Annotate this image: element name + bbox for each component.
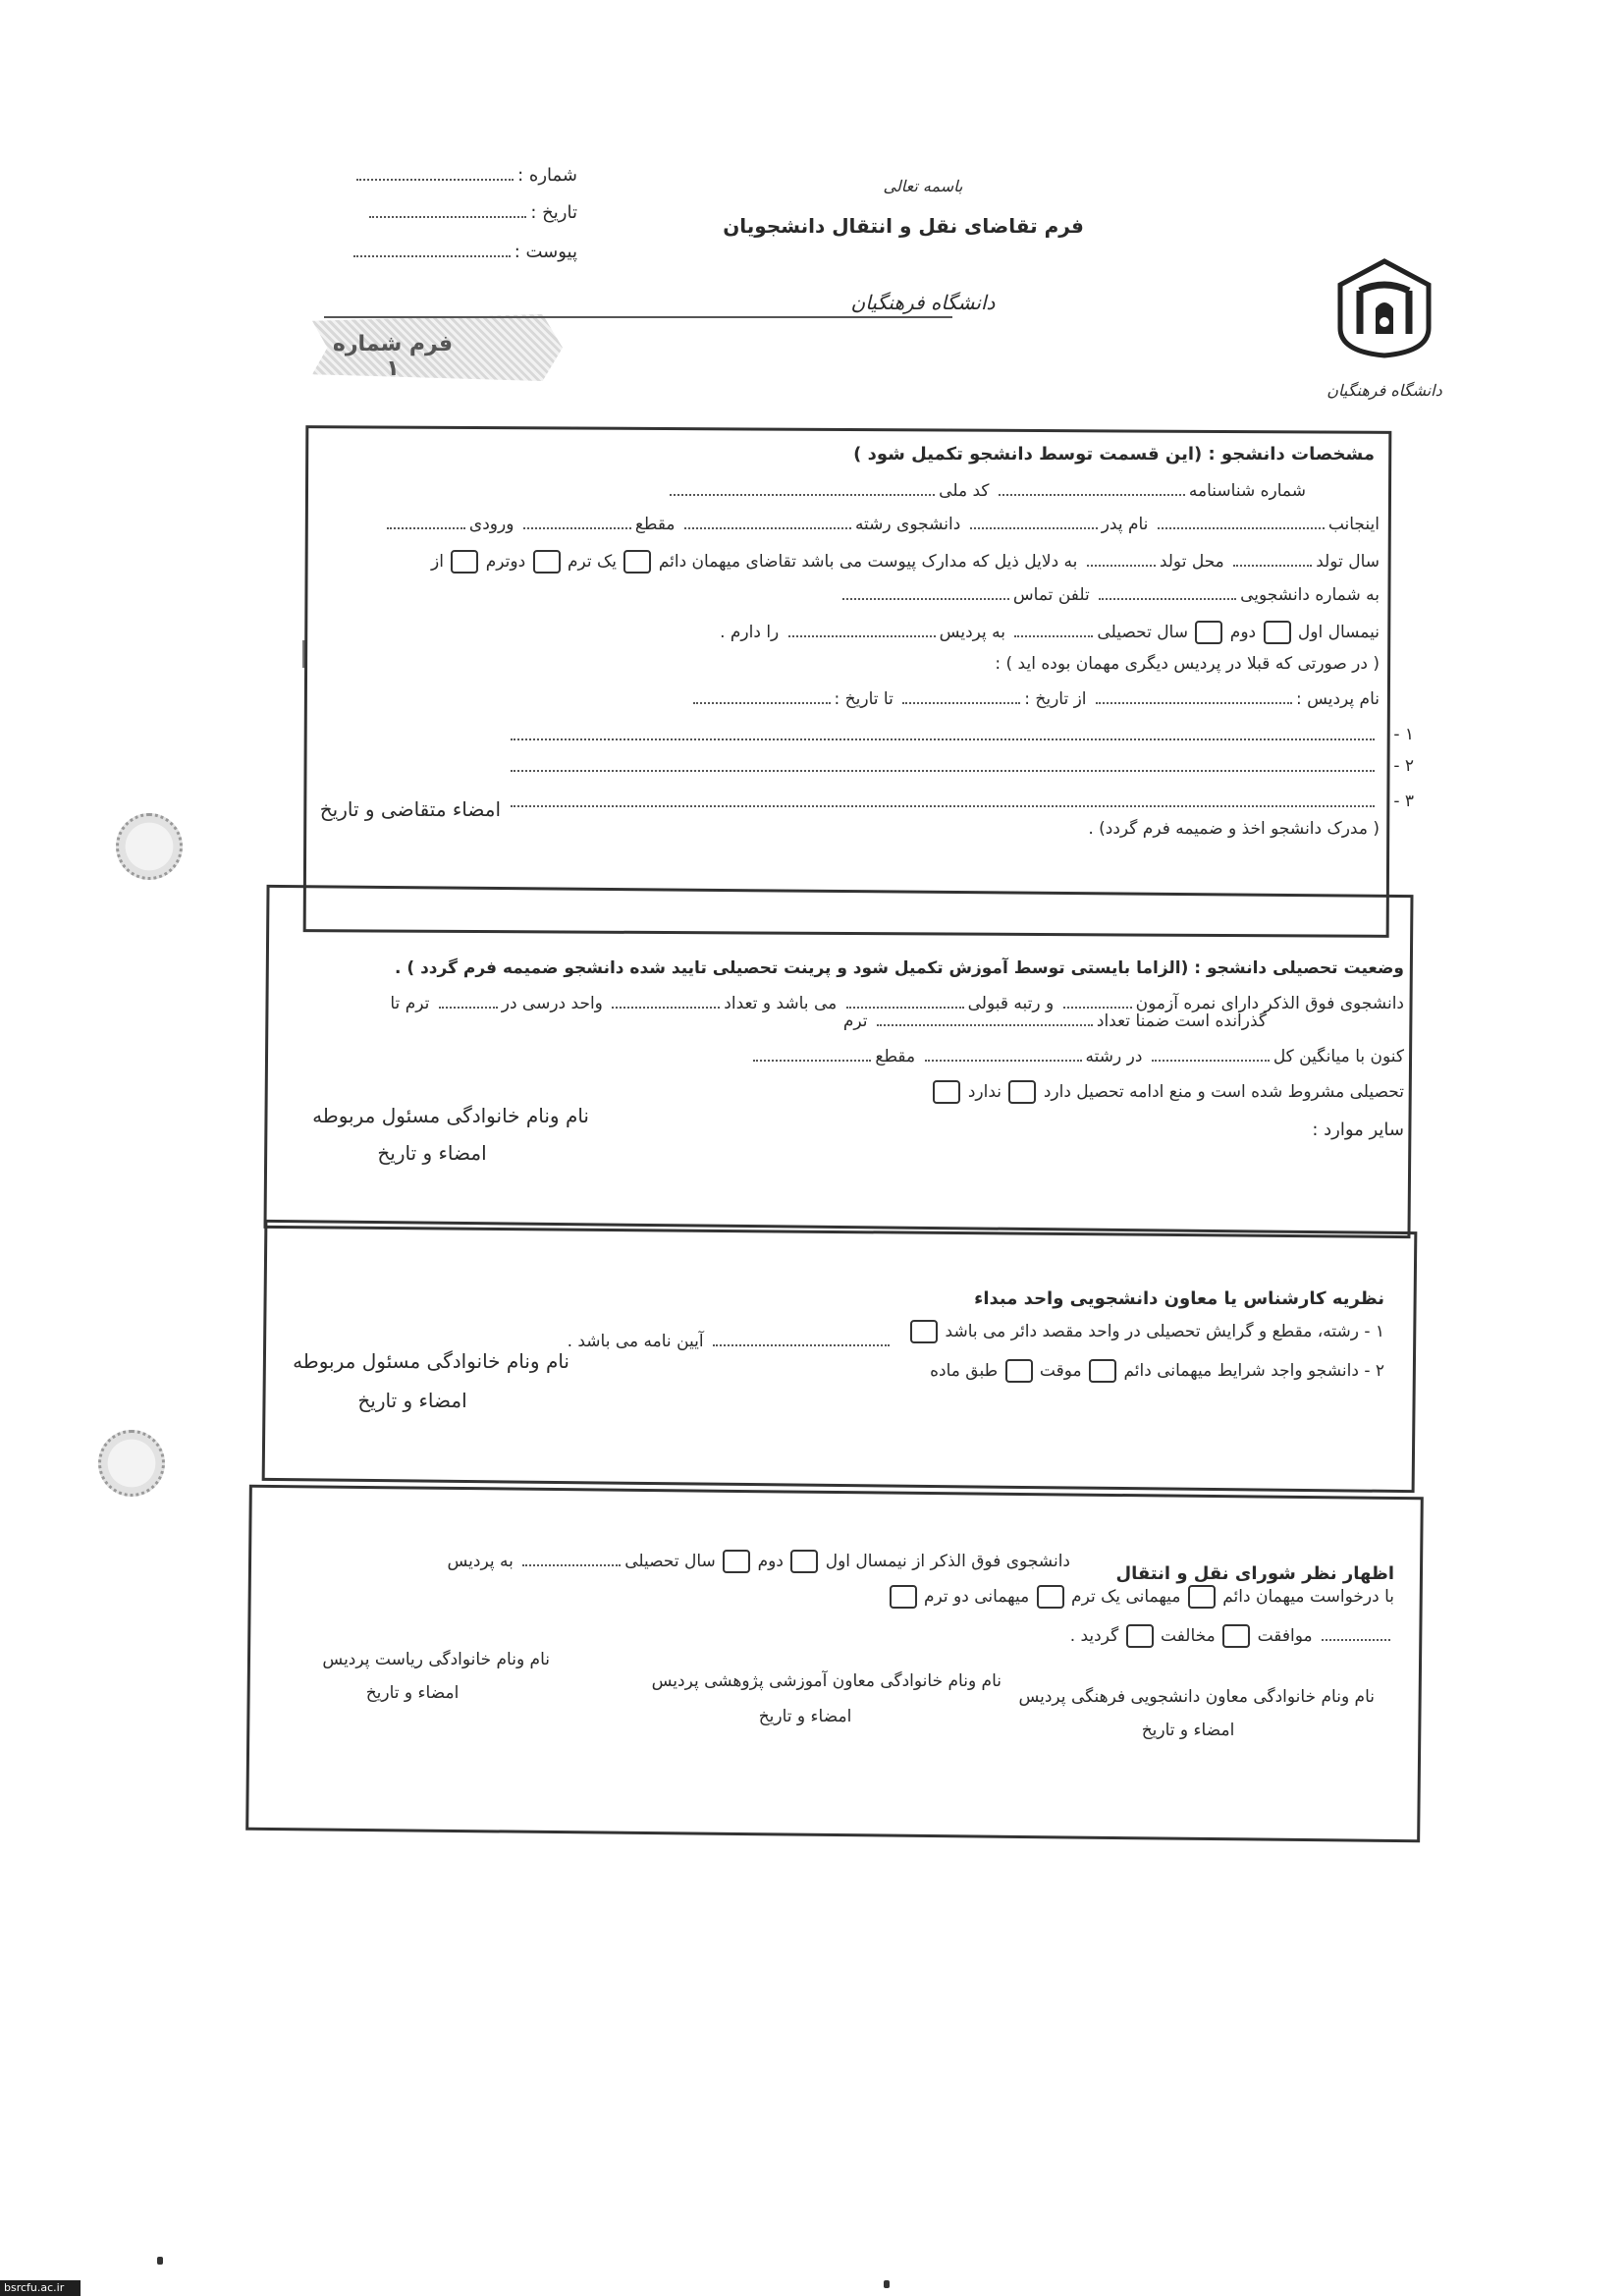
s2-signature-date: امضاء و تاریخ <box>377 1141 487 1165</box>
s1-item-1: ۱ - <box>1393 725 1414 744</box>
s1-row-student-no <box>324 585 1380 605</box>
s3-temporary-label: موقت <box>1039 1361 1082 1381</box>
probation-text: تحصیلی مشروط شده است و منع ادامه تحصیل دارد <box>1043 1082 1404 1102</box>
s3-regulation-text: آیین نامه می باشد . <box>567 1332 704 1351</box>
s4-student-text: دانشجوی فوق الذکر از نیمسال اول <box>825 1552 1070 1571</box>
agree-label: موافقت <box>1257 1626 1313 1646</box>
units-count-input[interactable] <box>612 995 720 1009</box>
second-semester-label: دوم <box>1229 623 1257 642</box>
agree-checkbox[interactable] <box>1222 1624 1250 1648</box>
academic-year-label: سال تحصیلی <box>1097 623 1188 642</box>
s3-heading: نظریه کارشناس یا معاون دانشجویی واحد مبداء <box>974 1288 1384 1309</box>
academic-year-input[interactable] <box>1014 624 1093 637</box>
s4-row-2 <box>687 1585 1394 1609</box>
s3-item-1-text: ۱ - رشته، مقطع و گرایش تحصیلی در واحد مقصد دائر می باشد <box>945 1322 1384 1341</box>
rank-label: و رتبه قبولی <box>967 994 1055 1013</box>
field-input[interactable] <box>684 516 851 529</box>
s4-request-label: با درخواست میهمان دائم <box>1222 1587 1394 1607</box>
s2-row-2 <box>285 1011 1267 1031</box>
s4-second-label: دوم <box>757 1552 784 1571</box>
from-date-label: از تاریخ : <box>1024 689 1087 709</box>
attachment-label: پیوست : <box>514 242 577 262</box>
disagree-label: مخالفت <box>1161 1626 1216 1646</box>
campus-name-input[interactable] <box>1096 690 1292 704</box>
s1-row-applicant <box>324 515 1380 534</box>
sig-cultural-date: امضاء و تاریخ <box>1141 1721 1235 1740</box>
gpa-label: کنون با میانگین کل <box>1272 1047 1404 1066</box>
sig-research-date: امضاء و تاریخ <box>758 1707 852 1726</box>
terms-count-input[interactable] <box>439 995 498 1009</box>
s3-per-article-label: طبق ماده <box>930 1361 999 1381</box>
s4-permanent-checkbox[interactable] <box>1188 1585 1216 1609</box>
probation-count-input[interactable] <box>877 1012 1093 1026</box>
has-restriction-checkbox[interactable] <box>1008 1080 1036 1104</box>
id-number-label: شماره شناسنامه <box>1188 481 1306 501</box>
s2-signatory-name: نام ونام خانوادگی مسئول مربوطه <box>312 1104 589 1127</box>
campus-name-label: نام پردیس : <box>1295 689 1380 709</box>
request-text: را دارم . <box>720 623 780 642</box>
applicant-label: اینجانب <box>1327 515 1380 534</box>
punch-hole-top <box>116 813 183 880</box>
decided-label: گردید . <box>1069 1626 1119 1646</box>
footer-watermark: bsrcfu.ac.ir <box>0 2280 81 2296</box>
two-terms-checkbox[interactable] <box>451 550 478 574</box>
s3-item-2 <box>569 1359 1384 1383</box>
speck-bottom-center <box>884 2280 890 2288</box>
from-label: از <box>431 552 444 572</box>
one-term-checkbox[interactable] <box>533 550 561 574</box>
s3-temporary-checkbox[interactable] <box>1005 1359 1033 1383</box>
level-input[interactable] <box>523 516 631 529</box>
no-restriction-checkbox[interactable] <box>933 1080 960 1104</box>
id-number-input[interactable] <box>999 482 1185 496</box>
s3-signatory-name: نام ونام خانوادگی مسئول مربوطه <box>293 1349 569 1373</box>
punch-hole-bottom <box>98 1430 165 1497</box>
date-label: تاریخ : <box>530 202 577 223</box>
s4-heading: اظهار نظر شورای نقل و انتقال <box>1115 1563 1394 1584</box>
s1-item-3: ۳ - <box>1393 792 1414 811</box>
s4-row-1 <box>265 1550 1070 1573</box>
s2-field-input[interactable] <box>925 1048 1082 1062</box>
s1-row-semester <box>324 621 1380 644</box>
first-semester-label: نیمسال اول <box>1297 623 1380 642</box>
field-available-checkbox[interactable] <box>910 1320 938 1343</box>
applicant-signature-label: امضاء متقاضی و تاریخ <box>319 797 501 821</box>
phone-label: تلفن تماس <box>1012 585 1090 605</box>
s4-year-label: سال تحصیلی <box>624 1552 716 1571</box>
to-date-input[interactable] <box>693 690 831 704</box>
father-name-label: نام پدر <box>1101 515 1149 534</box>
bismillah: باسمه تعالی <box>883 177 963 195</box>
s1-row-prior-campus <box>324 689 1380 709</box>
two-terms-label: دوترم <box>485 552 526 572</box>
s1-row-birth <box>324 550 1380 574</box>
term-label: ترم <box>842 1011 868 1031</box>
s4-two-terms-checkbox[interactable] <box>890 1585 917 1609</box>
exam-score-input[interactable] <box>1063 995 1132 1009</box>
s4-row-3 <box>982 1624 1394 1648</box>
s1-row-national-code <box>324 481 1306 501</box>
s3-item-2-text: ۲ - دانشجو واجد شرایط میهمانی دائم <box>1123 1361 1384 1381</box>
terms-until-label: ترم تا <box>390 994 430 1013</box>
s1-docs-note: ( مدرک دانشجو اخذ و ضمیمه فرم گردد) . <box>1088 819 1380 839</box>
s2-row-4 <box>285 1080 1404 1104</box>
to-campus-input[interactable] <box>788 624 936 637</box>
s2-field-label: در رشته <box>1085 1047 1143 1066</box>
s2-other-label: سایر موارد : <box>1312 1120 1404 1140</box>
units-count-label: می باشد و تعداد <box>724 994 838 1013</box>
sig-cultural-deputy: نام ونام خانوادگی معاون دانشجویی فرهنگی پردیس <box>1018 1687 1375 1707</box>
to-date-label: تا تاریخ : <box>834 689 893 709</box>
speck-bottom-left <box>157 2257 163 2265</box>
date-line <box>369 204 526 218</box>
national-code-input[interactable] <box>670 482 935 496</box>
article-number-input[interactable] <box>713 1333 890 1346</box>
s4-year-input[interactable] <box>522 1553 621 1566</box>
university-script: دانشگاه فرهنگیان <box>850 291 996 314</box>
s2-row-3 <box>285 1047 1404 1066</box>
one-term-label: یک ترم <box>568 552 617 572</box>
attachment-field[interactable] <box>352 242 577 262</box>
number-field[interactable] <box>352 165 577 186</box>
s4-second-semester-checkbox[interactable] <box>723 1550 750 1573</box>
no-restriction-label: ندارد <box>967 1082 1001 1102</box>
from-date-input[interactable] <box>902 690 1020 704</box>
s4-campus-label: به پردیس <box>447 1552 514 1571</box>
entry-label: ورودی <box>468 515 514 534</box>
disagree-checkbox[interactable] <box>1126 1624 1154 1648</box>
s2-row-1 <box>285 994 1404 1013</box>
s3-regulation <box>569 1332 893 1351</box>
first-semester-checkbox[interactable] <box>1264 621 1291 644</box>
entry-input[interactable] <box>387 516 465 529</box>
birthplace-input[interactable] <box>1087 553 1156 567</box>
banner-rule <box>324 316 952 318</box>
field-label: دانشجوی رشته <box>854 515 961 534</box>
student-number-input[interactable] <box>1099 586 1236 600</box>
sig-head-date: امضاء و تاریخ <box>365 1683 460 1703</box>
gpa-input[interactable] <box>1152 1048 1270 1062</box>
number-line <box>356 167 514 181</box>
permanent-guest-checkbox[interactable] <box>623 550 651 574</box>
sig-campus-head: نام ونام خانوادگی ریاست پردیس <box>322 1650 550 1669</box>
birth-year-label: سال تولد <box>1316 552 1380 572</box>
form-title: فرم تقاضای نقل و انتقال دانشجویان <box>723 214 1084 238</box>
logo-emblem-icon <box>1330 257 1438 375</box>
s4-first-semester-checkbox[interactable] <box>790 1550 818 1573</box>
birth-year-input[interactable] <box>1233 553 1312 567</box>
logo-caption: دانشگاه فرهنگیان <box>1326 381 1442 400</box>
s1-prior-guest-note: ( در صورتی که قبلا در پردیس دیگری مهمان بوده اید ) : <box>995 654 1380 674</box>
father-name-input[interactable] <box>970 516 1098 529</box>
s2-level-input[interactable] <box>753 1048 871 1062</box>
form-number-badge: فرم شماره ۱ <box>332 332 454 381</box>
attachment-line <box>353 244 511 257</box>
rank-input[interactable] <box>846 995 964 1009</box>
s1-item-2: ۲ - <box>1393 756 1414 776</box>
to-campus-label: به پردیس <box>939 623 1006 642</box>
sig-research-deputy: نام ونام خانوادگی معاون آموزشی پژوهشی پردیس <box>651 1671 1001 1691</box>
reasons-text: به دلایل ذیل که مدارک پیوست می باشد تقاضای میهمان دائم <box>658 552 1078 572</box>
s4-decision-line <box>1322 1627 1390 1641</box>
item-2-line[interactable] <box>511 770 1375 772</box>
s3-signature-date: امضاء و تاریخ <box>357 1389 467 1412</box>
applicant-name-input[interactable] <box>1158 516 1325 529</box>
s4-one-term-checkbox[interactable] <box>1037 1585 1064 1609</box>
date-field[interactable] <box>352 202 577 223</box>
university-logo <box>1330 257 1438 375</box>
item-1-line[interactable] <box>511 738 1375 740</box>
second-semester-checkbox[interactable] <box>1195 621 1222 644</box>
s2-level-label: مقطع <box>875 1047 916 1066</box>
student-number-label: به شماره دانشجویی <box>1240 585 1380 605</box>
section-student-info <box>303 425 1392 938</box>
s4-one-term-label: میهمانی یک ترم <box>1071 1587 1181 1607</box>
s3-permanent-checkbox[interactable] <box>1089 1359 1116 1383</box>
item-3-line[interactable] <box>511 805 1375 807</box>
units-label: واحد درسی در <box>501 994 603 1013</box>
s1-heading: مشخصات دانشجو : (این قسمت توسط دانشجو تکمیل شود ) <box>853 444 1375 465</box>
level-label: مقطع <box>634 515 676 534</box>
passed-label: گذرانده است ضمنا تعداد <box>1096 1011 1267 1031</box>
birthplace-label: محل تولد <box>1159 552 1224 572</box>
number-label: شماره : <box>517 165 577 186</box>
exam-score-label: دانشجوی فوق الذکر دارای نمره آزمون <box>1135 994 1404 1013</box>
phone-input[interactable] <box>842 586 1009 600</box>
s2-heading: وضعیت تحصیلی دانشجو : (الزاما بایستی توسط آموزش تکمیل شود و پرینت تحصیلی تایید شده دانشجو ضمیمه فرم گردد ) . <box>395 958 1404 978</box>
national-code-label: کد ملی <box>939 481 990 501</box>
s4-two-terms-label: میهمانی دو ترم <box>924 1587 1030 1607</box>
